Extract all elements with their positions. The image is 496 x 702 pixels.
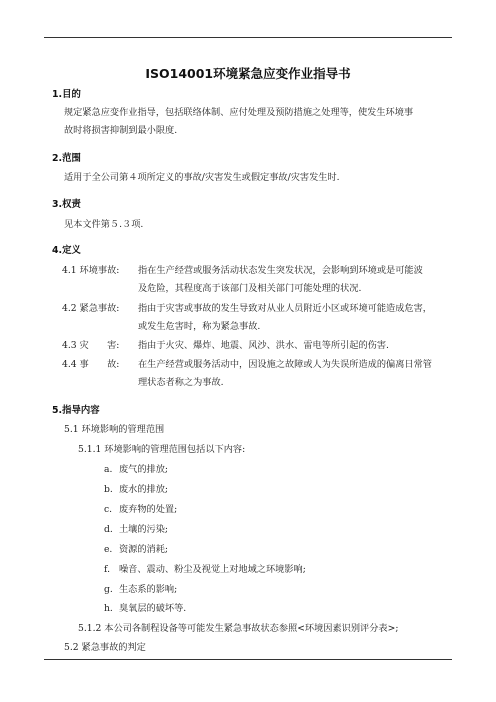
list-item-text: 废弃物的处置;	[119, 504, 178, 515]
subsection-5-1: 5.1 环境影响的管理范围	[64, 424, 165, 435]
list-item-text: 土壤的污染;	[119, 524, 169, 535]
purpose-text-line: 故时将损害抑制到最小限度.	[64, 125, 178, 136]
list-item-label: c.	[104, 504, 113, 515]
list-item-label: g.	[104, 584, 113, 595]
definition-text-line: 指由于灾害或事故的发生导致对从业人员附近小区或环境可能造成危害，	[138, 303, 432, 314]
list-item-label: a.	[104, 464, 113, 475]
definition-text-line: 指在生产经营或服务活动状态发生突发状况，会影响到环境或是可能波	[138, 265, 423, 276]
list-item-text: 资源的消耗;	[119, 544, 169, 555]
list-item-text: 废水的排放;	[119, 484, 169, 495]
definition-term: 4.3 灾 害:	[62, 340, 120, 351]
definition-text-line: 或发生危害时，称为紧急事故.	[138, 321, 261, 332]
list-item-label: b.	[104, 484, 113, 495]
header-rule	[44, 37, 452, 38]
section-heading-guidance: 5.指导内容	[52, 405, 100, 416]
list-item-text: 噪音、震动、粉尘及视觉上对地域之环境影响;	[119, 564, 306, 575]
definition-text-line: 理状态者称之为事故.	[138, 377, 224, 388]
scope-text-line: 适用于全公司第４项所定义的事故/灾害发生或假定事故/灾害发生时.	[64, 172, 340, 183]
list-item-text: 废气的排放;	[119, 464, 169, 475]
section-heading-scope: 2.范围	[52, 153, 81, 164]
list-item-label: f.	[104, 564, 110, 575]
definition-term: 4.4 事 故:	[62, 359, 120, 370]
subsection-5-1-2: 5.1.2 本公司各制程设备等可能发生紧急事故状态参照<环境因素识别评分表>;	[78, 623, 399, 634]
section-heading-definitions: 4.定义	[52, 245, 81, 256]
list-item-text: 臭氧层的破坏等.	[119, 603, 187, 614]
section-heading-purpose: 1.目的	[52, 89, 81, 100]
document-title: ISO14001环境紧急应变作业指导书	[145, 66, 351, 81]
definition-text-line: 及危险，其程度高于该部门及相关部门可能处理的状况.	[138, 283, 362, 294]
section-heading-authority: 3.权责	[52, 199, 81, 210]
definition-text-line: 在生产经营或服务活动中，因设施之故障或人为失误所造成的偏离日常管	[138, 359, 432, 370]
definition-text-line: 指由于火灾、爆炸、地震、风沙、洪水、雷电等所引起的伤害.	[138, 340, 389, 351]
subsection-5-1-1: 5.1.1 环境影响的管理范围包括以下内容:	[78, 444, 246, 455]
footer-rule	[44, 659, 452, 660]
list-item-label: e.	[104, 544, 113, 555]
definition-term: 4.2 紧急事故:	[62, 303, 120, 314]
purpose-text-line: 规定紧急应变作业指导，包括联络体制、应付处理及预防措施之处理等，使发生环境事	[64, 107, 414, 118]
authority-text-line: 见本文件第５.３项.	[64, 219, 144, 230]
list-item-label: d.	[104, 524, 113, 535]
subsection-5-2: 5.2 紧急事故的判定	[64, 642, 146, 653]
list-item-label: h.	[104, 603, 113, 614]
definition-term: 4.1 环境事故:	[62, 265, 120, 276]
list-item-text: 生态系的影响;	[119, 584, 178, 595]
